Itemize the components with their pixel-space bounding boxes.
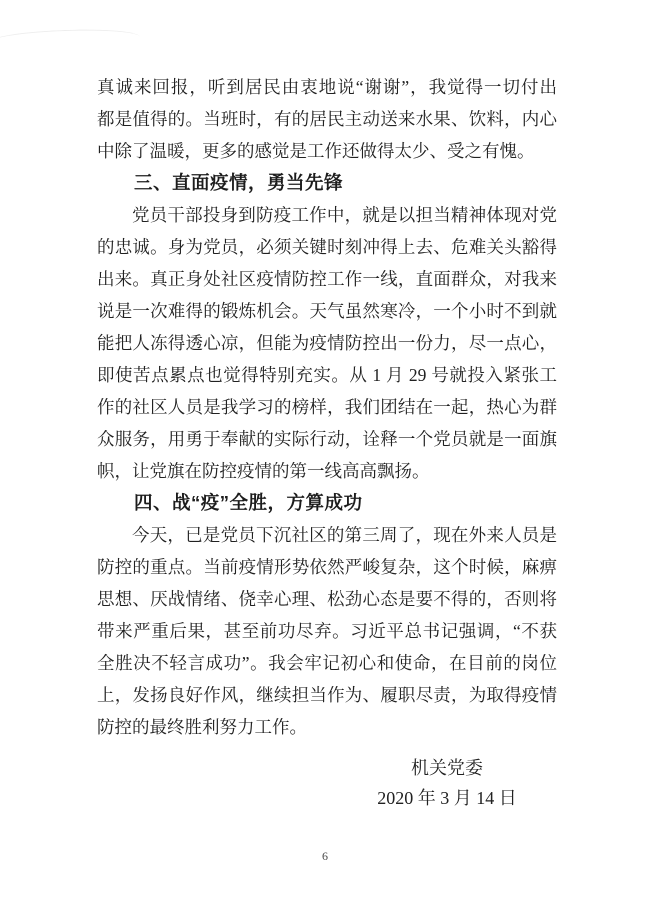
signature-date: 2020 年 3 月 14 日 (377, 788, 517, 808)
body-line: 说是一次难得的锻炼机会。天气虽然寒冷，一个小时不到就 (97, 301, 557, 321)
body-line: 今天，已是党员下沉社区的第三周了，现在外来人员是 (132, 525, 557, 545)
body-line: 即使苦点累点也觉得特别充实。从 1 月 29 号就投入紧张工 (97, 365, 557, 385)
body-line: 中除了温暖，更多的感觉是工作还做得太少、受之有愧。 (97, 141, 535, 161)
body-line: 防控的最终胜利努力工作。 (97, 717, 307, 737)
body-line: 能把人冻得透心凉，但能为疫情防控出一份力，尽一点心， (97, 333, 557, 353)
section-heading-3: 三、直面疫情，勇当先锋 (134, 172, 344, 193)
document-body (97, 71, 557, 743)
scan-artifact (0, 27, 140, 51)
signature-name: 机关党委 (411, 758, 483, 778)
body-line: 真诚来回报，听到居民由衷地说“谢谢”，我觉得一切付出 (97, 77, 557, 97)
body-line: 全胜决不轻言成功”。我会牢记初心和使命，在目前的岗位 (97, 653, 557, 673)
body-line: 众服务，用勇于奉献的实际行动，诠释一个党员就是一面旗 (97, 429, 557, 449)
body-line: 作的社区人员是我学习的榜样，我们团结在一起，热心为群 (97, 397, 557, 417)
body-line: 防控的重点。当前疫情形势依然严峻复杂，这个时候，麻痹 (97, 557, 557, 577)
body-line: 党员干部投身到防疫工作中，就是以担当精神体现对党 (132, 205, 557, 225)
body-line: 的忠诚。身为党员，必须关键时刻冲得上去、危难关头豁得 (97, 237, 557, 257)
page-number: 6 (322, 849, 328, 863)
body-line: 出来。真正身处社区疫情防控工作一线，直面群众，对我来 (97, 269, 557, 289)
signature-block (97, 753, 557, 813)
body-line: 上，发扬良好作风，继续担当作为、履职尽责，为取得疫情 (97, 685, 557, 705)
body-line: 带来严重后果，甚至前功尽弃。习近平总书记强调，“不获 (97, 621, 557, 641)
body-line: 思想、厌战情绪、侥幸心理、松劲心态是要不得的，否则将 (97, 589, 557, 609)
section-heading-4: 四、战“疫”全胜，方算成功 (134, 492, 363, 513)
body-line: 帜，让党旗在防控疫情的第一线高高飘扬。 (97, 461, 430, 481)
body-line: 都是值得的。当班时，有的居民主动送来水果、饮料，内心 (97, 109, 557, 129)
